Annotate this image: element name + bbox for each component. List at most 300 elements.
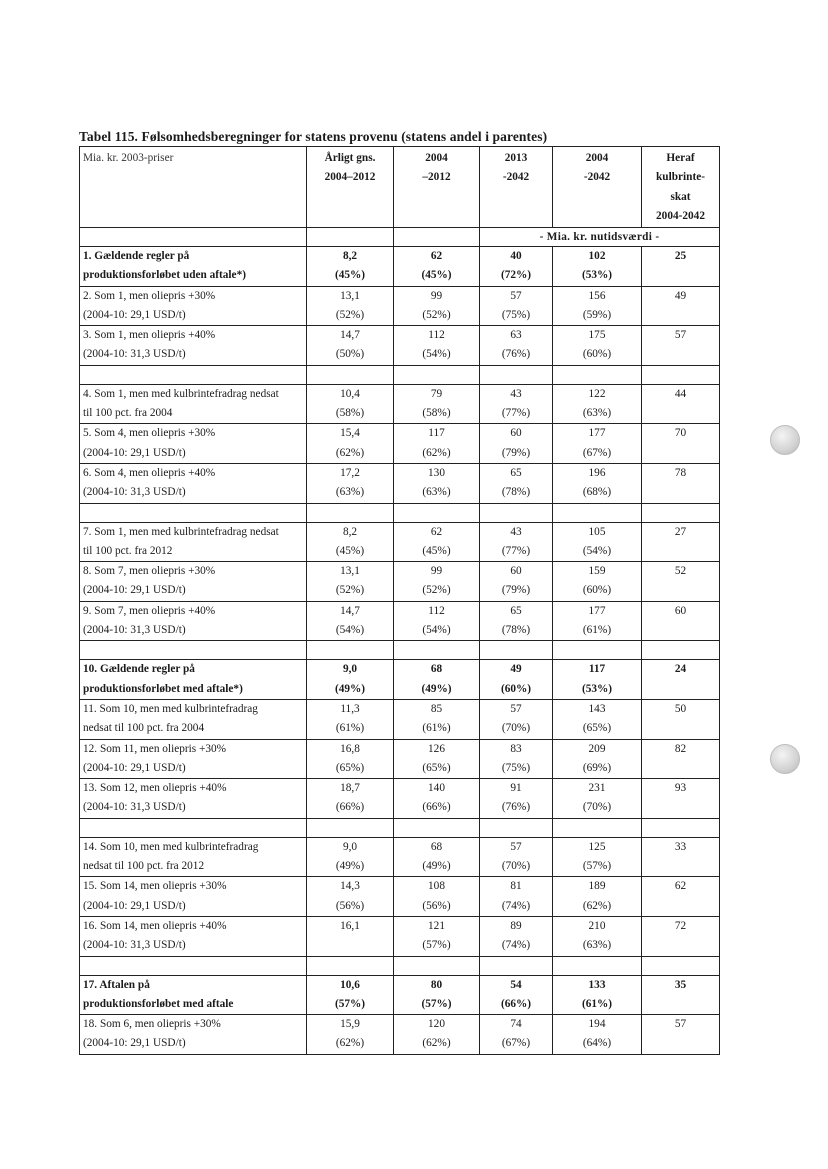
value-amount: 140 — [428, 782, 445, 795]
header-col-1 — [307, 147, 394, 228]
table-row — [80, 326, 720, 366]
table-row — [80, 739, 720, 779]
value-amount: 133 — [588, 978, 606, 991]
value-cell — [480, 779, 553, 819]
spacer-cell — [394, 818, 480, 837]
value-amount: 108 — [428, 880, 445, 893]
value-amount: 93 — [674, 782, 687, 795]
value-cell — [307, 699, 394, 739]
scenario-label-line: 15. Som 14, men oliepris +30% — [83, 880, 227, 893]
value-cell — [642, 326, 720, 366]
value-amount: 14,3 — [340, 880, 360, 893]
value-cell — [480, 837, 553, 877]
value-amount: 85 — [430, 702, 443, 715]
value-cell — [642, 286, 720, 326]
value-cell — [642, 247, 720, 287]
value-cell — [307, 660, 394, 700]
spacer-cell — [80, 818, 307, 837]
value-cell — [642, 522, 720, 562]
value-cell — [307, 779, 394, 819]
value-amount: 9,0 — [342, 840, 358, 853]
value-cell — [394, 326, 480, 366]
value-state-share: (70%) — [582, 801, 612, 814]
value-amount: 15,9 — [340, 1018, 360, 1031]
value-cell — [394, 779, 480, 819]
scenario-label-line: produktionsforløbet uden aftale*) — [83, 269, 246, 282]
spacer-cell — [480, 956, 553, 975]
value-cell — [553, 562, 642, 602]
scenario-label-line: 1. Gældende regler på — [83, 250, 190, 262]
scenario-label-line: produktionsforløbet med aftale*) — [83, 682, 243, 695]
scenario-label-line: (2004-10: 31,3 USD/t) — [83, 939, 186, 952]
value-state-share — [642, 680, 719, 699]
value-cell — [480, 699, 553, 739]
value-state-share: (56%) — [335, 899, 365, 912]
value-cell — [307, 916, 394, 956]
scenario-label — [80, 779, 307, 819]
value-state-share: (52%) — [422, 308, 451, 321]
value-amount: 57 — [510, 840, 522, 853]
scenario-label — [80, 424, 307, 464]
scenario-label-line: 14. Som 10, men med kulbrintefradrag — [83, 840, 259, 853]
value-state-share: (54%) — [422, 624, 451, 637]
scenario-label — [80, 286, 307, 326]
value-amount: 175 — [588, 329, 606, 342]
punch-hole — [770, 744, 800, 774]
spacer-row — [80, 818, 720, 837]
value-cell — [480, 916, 553, 956]
scenario-label-line: (2004-10: 29,1 USD/t) — [83, 584, 186, 597]
value-cell — [394, 699, 480, 739]
value-state-share: (75%) — [501, 308, 531, 321]
value-cell — [307, 1015, 394, 1055]
value-cell — [642, 562, 720, 602]
value-amount: 43 — [510, 525, 522, 538]
header-col-5-line: Heraf — [666, 152, 695, 164]
value-state-share: (61%) — [422, 722, 451, 735]
value-amount: 62 — [430, 250, 443, 262]
value-state-share — [642, 897, 719, 916]
value-amount: 117 — [588, 663, 606, 676]
value-cell — [307, 877, 394, 917]
scenario-label — [80, 326, 307, 366]
value-state-share: (45%) — [421, 269, 452, 282]
scenario-label — [80, 877, 307, 917]
value-cell — [553, 916, 642, 956]
spacer-cell — [642, 503, 720, 522]
value-amount: 99 — [430, 565, 443, 578]
value-amount: 156 — [588, 289, 606, 302]
table-title: Tabel 115. Følsomhedsberegninger for statens provenu (statens andel i parentes) — [79, 129, 548, 144]
header-col-4 — [553, 147, 642, 228]
value-amount: 196 — [588, 466, 606, 479]
value-amount: 117 — [428, 427, 445, 440]
value-amount: 60 — [510, 565, 522, 578]
header-row-label: Mia. kr. 2003-priser — [80, 147, 307, 228]
value-state-share: (57%) — [334, 997, 366, 1010]
scenario-label-line: (2004-10: 29,1 USD/t) — [83, 446, 186, 459]
value-amount: 43 — [510, 387, 522, 400]
unit-row-blank — [80, 228, 307, 247]
unit-row — [80, 228, 720, 247]
spacer-row — [80, 641, 720, 660]
value-amount: 27 — [674, 525, 687, 538]
spacer-cell — [307, 956, 394, 975]
spacer-cell — [553, 641, 642, 660]
value-state-share: (61%) — [335, 722, 365, 735]
value-amount: 159 — [588, 565, 606, 578]
header-col-1-line: 2004–2012 — [324, 171, 376, 184]
value-cell — [480, 424, 553, 464]
value-state-share — [642, 798, 719, 817]
value-amount: 60 — [510, 427, 522, 440]
value-state-share: (52%) — [335, 308, 365, 321]
value-amount: 50 — [674, 702, 687, 715]
scenario-label-line: (2004-10: 29,1 USD/t) — [83, 308, 186, 321]
value-cell — [553, 1015, 642, 1055]
header-col-3-line: 2013 — [504, 152, 528, 164]
scenario-label-line: 13. Som 12, men oliepris +40% — [83, 782, 227, 795]
table-row — [80, 463, 720, 503]
value-amount: 9,0 — [342, 663, 358, 676]
scenario-label-line: (2004-10: 31,3 USD/t) — [83, 801, 186, 814]
spacer-cell — [642, 365, 720, 384]
value-state-share: (50%) — [335, 348, 365, 361]
header-col-2 — [394, 147, 480, 228]
spacer-cell — [307, 818, 394, 837]
value-amount: 54 — [510, 978, 522, 991]
value-state-share: (78%) — [501, 624, 531, 637]
value-cell — [394, 916, 480, 956]
value-state-share: (70%) — [501, 860, 531, 873]
value-cell — [553, 463, 642, 503]
spacer-row — [80, 365, 720, 384]
scenario-label-line: til 100 pct. fra 2004 — [83, 407, 173, 420]
value-cell — [642, 384, 720, 424]
value-amount: 72 — [674, 919, 687, 932]
value-state-share: (67%) — [501, 1037, 531, 1050]
value-amount: 130 — [428, 466, 445, 479]
value-state-share: (74%) — [501, 939, 531, 952]
value-state-share: (62%) — [335, 1037, 365, 1050]
scenario-label-line: 18. Som 6, men oliepris +30% — [83, 1018, 221, 1031]
scenario-label-line: 2. Som 1, men oliepris +30% — [83, 289, 216, 302]
scenario-label-line: nedsat til 100 pct. fra 2004 — [83, 722, 205, 735]
header-col-5-line: kulbrinte- — [656, 171, 705, 184]
spacer-row — [80, 503, 720, 522]
value-amount: 14,7 — [340, 329, 360, 342]
value-cell — [480, 739, 553, 779]
value-amount: 57 — [674, 329, 687, 342]
scenario-label-line: 10. Gældende regler på — [83, 663, 195, 676]
value-amount: 112 — [428, 604, 445, 617]
scenario-label-line: (2004-10: 29,1 USD/t) — [83, 761, 186, 774]
scenario-label-line: 4. Som 1, men med kulbrintefradrag nedsat — [83, 387, 279, 400]
value-state-share: (70%) — [501, 722, 531, 735]
value-amount: 121 — [428, 919, 445, 932]
value-state-share: (57%) — [582, 860, 612, 873]
scenario-label — [80, 247, 307, 287]
scenario-label — [80, 562, 307, 602]
value-amount: 16,1 — [340, 919, 360, 932]
value-amount: 35 — [674, 978, 687, 991]
value-state-share: (54%) — [582, 544, 612, 557]
value-amount: 91 — [510, 782, 522, 795]
value-state-share — [642, 345, 719, 364]
value-cell — [307, 601, 394, 641]
value-cell — [394, 601, 480, 641]
value-amount: 62 — [430, 525, 443, 538]
spacer-cell — [553, 365, 642, 384]
value-state-share: (57%) — [422, 939, 451, 952]
spacer-cell — [480, 365, 553, 384]
value-state-share: (62%) — [422, 446, 451, 459]
value-amount: 177 — [588, 604, 606, 617]
value-state-share: (68%) — [582, 486, 612, 499]
scenario-label — [80, 916, 307, 956]
value-amount: 17,2 — [340, 466, 360, 479]
scenario-label-line: til 100 pct. fra 2012 — [83, 544, 173, 557]
value-cell — [553, 779, 642, 819]
value-state-share: (45%) — [334, 269, 366, 282]
value-cell — [307, 384, 394, 424]
value-state-share: (62%) — [422, 1037, 451, 1050]
table-row — [80, 522, 720, 562]
table-row — [80, 916, 720, 956]
value-amount: 120 — [428, 1018, 445, 1031]
value-state-share: (77%) — [501, 407, 531, 420]
value-amount: 60 — [674, 604, 687, 617]
value-state-share — [642, 621, 719, 640]
value-amount: 79 — [430, 387, 443, 400]
value-amount: 89 — [510, 919, 522, 932]
scenario-label-line: 8. Som 7, men oliepris +30% — [83, 565, 216, 578]
table-row — [80, 975, 720, 1015]
value-state-share: (63%) — [335, 486, 365, 499]
value-amount: 40 — [510, 250, 522, 262]
value-state-share: (58%) — [422, 407, 451, 420]
value-cell — [553, 699, 642, 739]
spacer-cell — [553, 956, 642, 975]
scenario-label — [80, 837, 307, 877]
value-state-share: (64%) — [582, 1037, 612, 1050]
value-amount: 8,2 — [342, 525, 358, 538]
value-state-share: (53%) — [581, 682, 613, 695]
header-col-3-line: -2042 — [502, 171, 530, 184]
scenario-label — [80, 601, 307, 641]
scenario-label-line: 12. Som 11, men oliepris +30% — [83, 742, 227, 755]
value-cell — [394, 286, 480, 326]
table-row — [80, 384, 720, 424]
header-row — [80, 147, 720, 228]
value-cell — [394, 1015, 480, 1055]
value-state-share: (76%) — [501, 348, 531, 361]
spacer-row — [80, 956, 720, 975]
table-row — [80, 1015, 720, 1055]
value-cell — [642, 916, 720, 956]
value-state-share: (66%) — [500, 997, 532, 1010]
header-col-4-line: -2042 — [583, 171, 611, 184]
scenario-label — [80, 384, 307, 424]
value-cell — [394, 660, 480, 700]
value-cell — [642, 463, 720, 503]
scenario-label-line: 6. Som 4, men oliepris +40% — [83, 466, 216, 479]
spacer-cell — [553, 818, 642, 837]
header-col-2-line: 2004 — [425, 152, 448, 164]
value-state-share: (63%) — [582, 939, 612, 952]
value-state-share: (54%) — [422, 348, 451, 361]
value-state-share: (49%) — [421, 682, 452, 695]
spacer-cell — [80, 503, 307, 522]
value-state-share — [642, 995, 719, 1014]
scenario-label-line: 9. Som 7, men oliepris +40% — [83, 604, 216, 617]
value-amount: 16,8 — [340, 742, 360, 755]
value-cell — [480, 562, 553, 602]
header-col-2-line: –2012 — [422, 171, 451, 184]
value-state-share: (56%) — [422, 899, 451, 912]
value-state-share — [642, 483, 719, 502]
scenario-label-line: nedsat til 100 pct. fra 2012 — [83, 860, 205, 873]
value-cell — [394, 424, 480, 464]
scenario-label — [80, 463, 307, 503]
spacer-cell — [307, 365, 394, 384]
value-cell — [307, 463, 394, 503]
value-state-share: (45%) — [422, 544, 451, 557]
value-state-share: (49%) — [335, 860, 365, 873]
table-row — [80, 837, 720, 877]
value-amount: 231 — [588, 782, 606, 795]
value-state-share: (65%) — [422, 761, 451, 774]
value-cell — [642, 1015, 720, 1055]
spacer-cell — [480, 641, 553, 660]
value-state-share: (45%) — [335, 544, 365, 557]
scenario-label-line: 11. Som 10, men med kulbrintefradrag — [83, 702, 258, 715]
scenario-label — [80, 699, 307, 739]
value-state-share — [642, 542, 719, 561]
value-state-share: (77%) — [501, 544, 531, 557]
scenario-label — [80, 739, 307, 779]
punch-hole — [770, 425, 800, 455]
table-row — [80, 660, 720, 700]
value-amount: 25 — [674, 250, 687, 262]
value-amount: 49 — [510, 663, 522, 676]
value-state-share — [642, 404, 719, 423]
value-amount: 81 — [510, 880, 522, 893]
value-state-share: (76%) — [501, 801, 531, 814]
value-cell — [642, 601, 720, 641]
unit-row-blank — [394, 228, 480, 247]
value-cell — [553, 326, 642, 366]
value-amount: 78 — [674, 466, 687, 479]
value-cell — [642, 699, 720, 739]
value-state-share: (65%) — [335, 761, 365, 774]
value-cell — [480, 247, 553, 287]
header-col-5-line: 2004-2042 — [656, 209, 705, 222]
table-row — [80, 424, 720, 464]
value-state-share — [642, 1034, 719, 1053]
value-amount: 57 — [510, 289, 522, 302]
value-cell — [307, 326, 394, 366]
value-amount: 122 — [588, 387, 606, 400]
value-amount: 80 — [430, 978, 443, 991]
value-amount: 52 — [674, 565, 687, 578]
value-amount: 194 — [588, 1018, 606, 1031]
value-state-share — [642, 581, 719, 600]
value-cell — [307, 247, 394, 287]
value-amount: 14,7 — [340, 604, 360, 617]
value-state-share — [642, 306, 719, 325]
value-cell — [642, 779, 720, 819]
value-state-share: (74%) — [501, 899, 531, 912]
value-state-share — [642, 857, 719, 876]
value-amount: 70 — [674, 427, 687, 440]
scenario-label — [80, 975, 307, 1015]
value-state-share — [642, 759, 719, 778]
value-amount: 189 — [588, 880, 606, 893]
value-cell — [394, 463, 480, 503]
scenario-label-line: 16. Som 14, men oliepris +40% — [83, 919, 227, 932]
value-amount: 10,6 — [340, 978, 360, 991]
table-row — [80, 877, 720, 917]
spacer-cell — [80, 956, 307, 975]
value-state-share: (63%) — [422, 486, 451, 499]
value-amount: 49 — [674, 289, 687, 302]
value-amount: 105 — [588, 525, 606, 538]
value-state-share: (62%) — [582, 899, 612, 912]
value-state-share: (52%) — [335, 584, 365, 597]
value-amount: 68 — [430, 663, 443, 676]
value-cell — [480, 522, 553, 562]
value-cell — [307, 837, 394, 877]
value-amount: 177 — [588, 427, 606, 440]
spacer-cell — [480, 503, 553, 522]
spacer-cell — [394, 365, 480, 384]
value-cell — [394, 877, 480, 917]
value-amount: 13,1 — [340, 565, 360, 578]
value-cell — [307, 975, 394, 1015]
spacer-cell — [394, 503, 480, 522]
value-state-share: (52%) — [422, 584, 451, 597]
value-amount: 63 — [510, 329, 522, 342]
table-row — [80, 562, 720, 602]
value-state-share: (79%) — [501, 584, 531, 597]
value-amount: 74 — [510, 1018, 522, 1031]
scenario-label-line: (2004-10: 29,1 USD/t) — [83, 1037, 186, 1050]
scenario-label — [80, 1015, 307, 1055]
value-state-share: (59%) — [582, 308, 612, 321]
value-cell — [480, 286, 553, 326]
spacer-cell — [642, 641, 720, 660]
table-row — [80, 699, 720, 739]
value-amount: 143 — [588, 702, 606, 715]
value-cell — [394, 837, 480, 877]
value-cell — [553, 247, 642, 287]
value-cell — [480, 601, 553, 641]
scenario-label-line: (2004-10: 31,3 USD/t) — [83, 624, 186, 637]
value-state-share: (57%) — [421, 997, 452, 1010]
value-state-share: (61%) — [582, 624, 612, 637]
value-amount: 57 — [674, 1018, 687, 1031]
value-amount: 102 — [588, 250, 606, 262]
value-state-share: (69%) — [582, 761, 612, 774]
value-cell — [394, 522, 480, 562]
header-col-5 — [642, 147, 720, 228]
value-cell — [553, 837, 642, 877]
value-amount: 65 — [510, 466, 522, 479]
value-cell — [307, 522, 394, 562]
header-col-3 — [480, 147, 553, 228]
value-amount: 24 — [674, 663, 687, 676]
